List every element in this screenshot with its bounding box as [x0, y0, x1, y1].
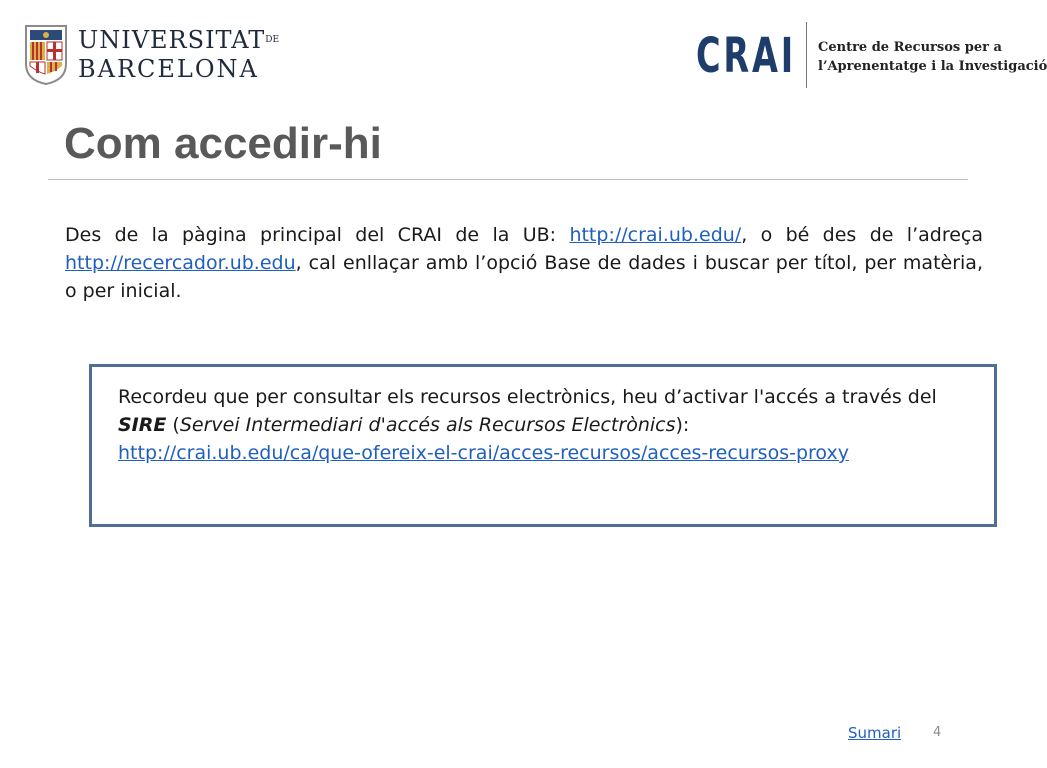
ub-name-line1: UNIVERSITAT — [78, 26, 266, 54]
ub-name-line2: BARCELONA — [78, 55, 259, 83]
recercador-link[interactable]: http://recercador.ub.edu — [65, 252, 296, 274]
crai-divider — [806, 22, 807, 88]
reminder-paren-open: ( — [166, 414, 180, 436]
page-title: Com accedir-hi — [64, 119, 382, 168]
page-number: 4 — [933, 725, 942, 740]
ub-name-de: DE — [265, 35, 280, 45]
intro-text-1: Des de la pàgina principal del CRAI de la UB: — [65, 224, 570, 246]
intro-paragraph — [65, 221, 983, 305]
reminder-box — [89, 364, 997, 527]
intro-text-2: , o bé des de l’adreça — [741, 224, 983, 246]
crai-mark-icon — [696, 28, 796, 84]
crai-mark-text: CRAI — [696, 28, 796, 84]
summary-link[interactable]: Sumari — [848, 724, 902, 742]
reminder-paragraph — [118, 383, 984, 467]
ub-logo — [24, 24, 280, 88]
ub-wordmark — [78, 26, 279, 84]
crai-name-line1: Centre de Recursos per a — [818, 40, 1002, 55]
crai-name-line2: l’Aprenentatge i la Investigació — [818, 59, 1047, 74]
crai-home-link[interactable]: http://crai.ub.edu/ — [569, 224, 742, 246]
ub-shield-icon — [24, 24, 68, 86]
sire-full-name: Servei Intermediari d'accés als Recursos Electrònics — [179, 414, 676, 436]
crai-full-name — [818, 38, 1047, 76]
crai-logo — [696, 22, 1047, 88]
intro-text-3: , cal enllaçar amb l’opció Base de dades i buscar per títol, per matèria, o per inicial. — [65, 252, 983, 302]
sire-proxy-link[interactable]: http://crai.ub.edu/ca/que-ofereix-el-crai/acces-recursos/acces-recursos-proxy — [118, 442, 849, 464]
reminder-text-1: Recordeu que per consultar els recursos electrònics, heu d’activar l'accés a través del — [118, 386, 937, 408]
sire-acronym: SIRE — [118, 414, 167, 436]
reminder-paren-close: ): — [675, 414, 690, 436]
title-divider — [48, 179, 968, 180]
